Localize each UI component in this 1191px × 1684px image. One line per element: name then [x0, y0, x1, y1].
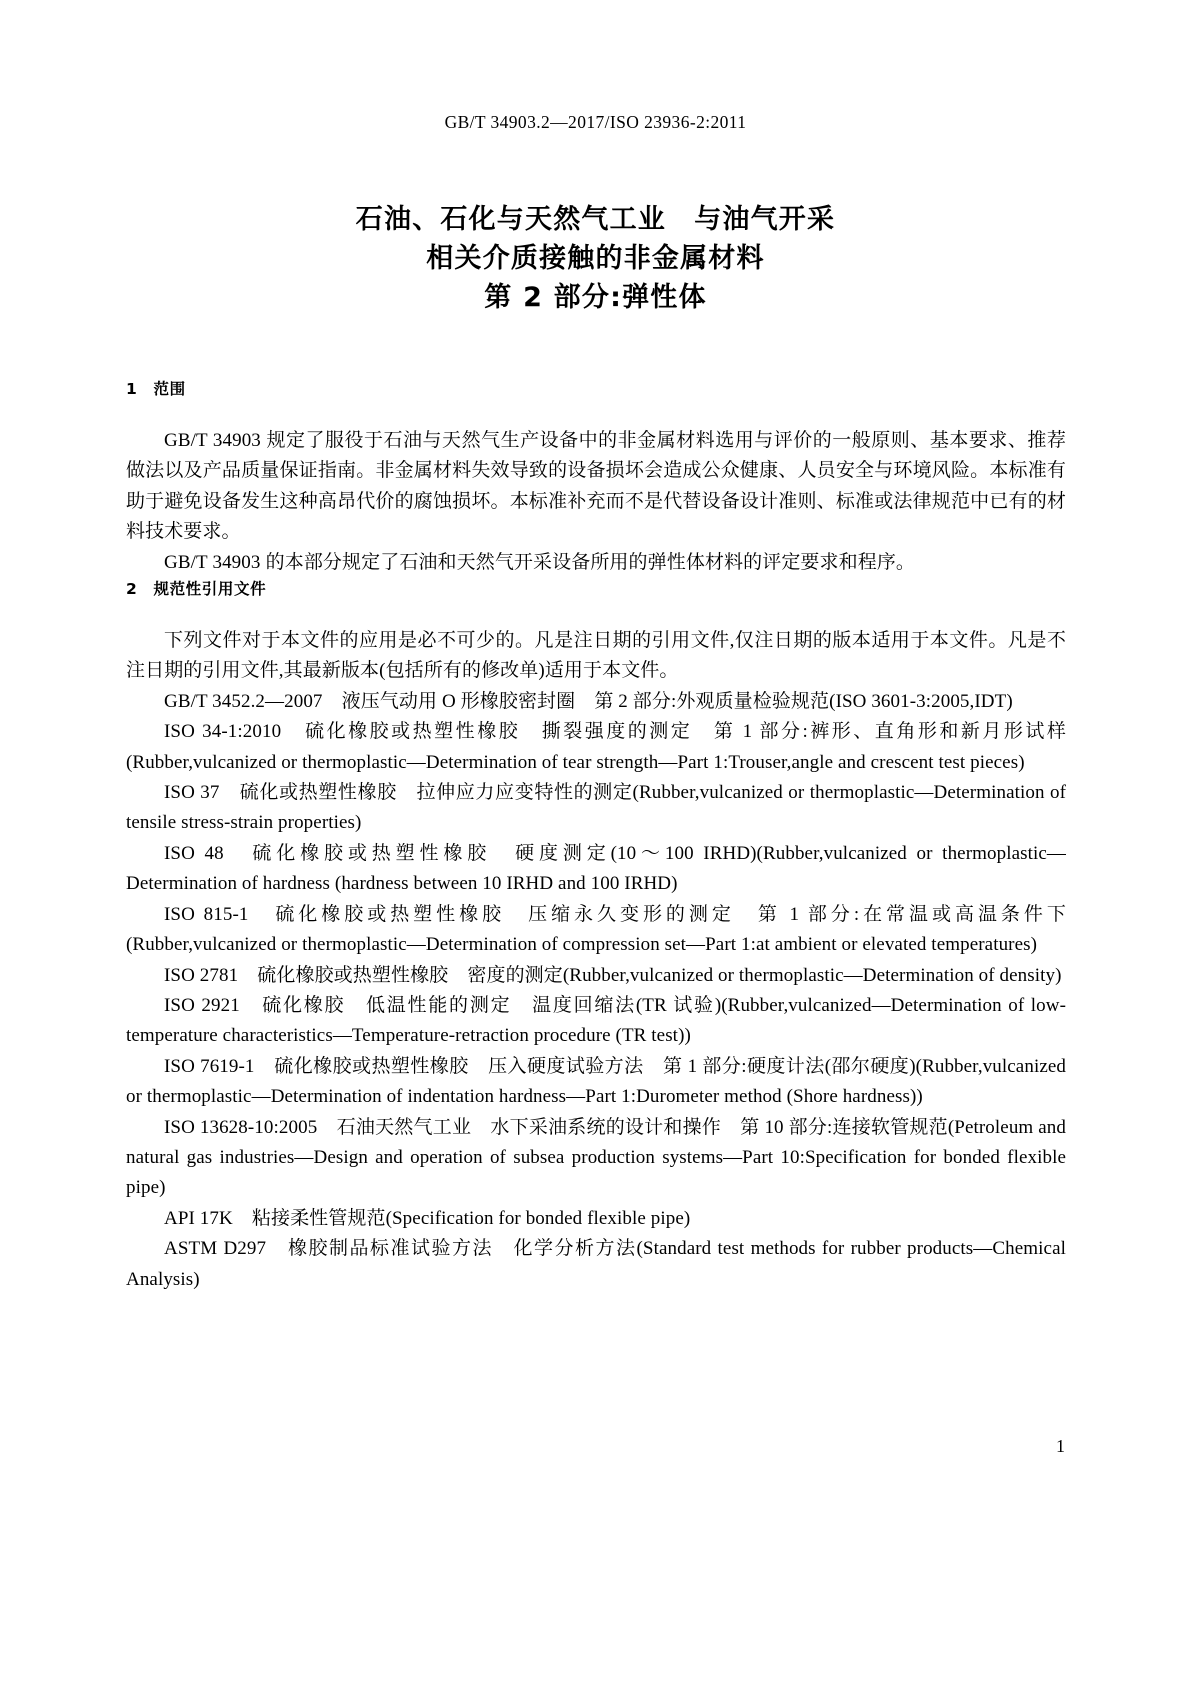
- reference-entry: ASTM D297 橡胶制品标准试验方法 化学分析方法(Standard test methods for rubber products—Chemical Analysis): [126, 1238, 1066, 1290]
- section-heading-scope: 1 范围: [126, 380, 186, 398]
- page-number: 1: [1056, 1436, 1065, 1456]
- reference-entry: ISO 34-1:2010 硫化橡胶或热塑性橡胶 撕裂强度的测定 第 1 部分:裤形、直角形和新月形试样 (Rubber,vulcanized or thermoplastic—Determination of tear strength—Part 1:Trouser,angle and crescent test pieces): [126, 721, 1066, 773]
- page-title-line-2: 相关介质接触的非金属材料: [426, 243, 765, 274]
- page-title-line-3: 第 2 部分:弹性体: [484, 282, 707, 313]
- reference-entry: ISO 37 硫化或热塑性橡胶 拉伸应力应变特性的测定(Rubber,vulcanized or thermoplastic—Determination of tensile stress-strain properties): [126, 782, 1066, 834]
- reference-entry: GB/T 3452.2—2007 液压气动用 O 形橡胶密封圈 第 2 部分:外观质量检验规范(ISO 3601-3:2005,IDT): [164, 690, 1013, 712]
- document-title-block: [0, 200, 1191, 317]
- document-body: [126, 378, 1066, 1295]
- reference-entry: API 17K 粘接柔性管规范(Specification for bonded flexible pipe): [164, 1207, 691, 1229]
- page-title-line-1: 石油、石化与天然气工业 与油气开采: [355, 204, 836, 235]
- section-2-paragraph-1: 下列文件对于本文件的应用是必不可少的。凡是注日期的引用文件,仅注日期的版本适用于本文件。凡是不注日期的引用文件,其最新版本(包括所有的修改单)适用于本文件。: [126, 630, 1066, 682]
- section-1-paragraph-1: GB/T 34903 规定了服役于石油与天然气生产设备中的非金属材料选用与评价的一般原则、基本要求、推荐做法以及产品质量保证指南。非金属材料失效导致的设备损坏会造成公众健康、人员安全与环境风险。本标准有助于避免设备发生这种高昂代价的腐蚀损坏。本标准补充而不是代替设备设计准则、标准或法律规范中已有的材料技术要求。: [126, 430, 1066, 543]
- running-header-standard-code: GB/T 34903.2—2017/ISO 23936-2:2011: [444, 112, 747, 132]
- reference-entry: ISO 48 硫化橡胶或热塑性橡胶 硬度测定(10～100 IRHD)(Rubber,vulcanized or thermoplastic—Determination of hardness (hardness between 10 IRHD and 100 IRHD): [126, 842, 1066, 895]
- section-1-paragraph-2: GB/T 34903 的本部分规定了石油和天然气开采设备所用的弹性体材料的评定要求和程序。: [164, 551, 916, 573]
- reference-entry: ISO 7619-1 硫化橡胶或热塑性橡胶 压入硬度试验方法 第 1 部分:硬度计法(邵尔硬度)(Rubber,vulcanized or thermoplastic—Determination of indentation hardness—Part 1:Durometer method (Shore hardness)): [126, 1055, 1066, 1108]
- reference-entry: ISO 815-1 硫化橡胶或热塑性橡胶 压缩永久变形的测定 第 1 部分:在常温或高温条件下(Rubber,vulcanized or thermoplastic—Determination of compression set—Part 1:at ambient or elevated temperatures): [126, 903, 1066, 956]
- reference-entry: ISO 2781 硫化橡胶或热塑性橡胶 密度的测定(Rubber,vulcanized or thermoplastic—Determination of density): [164, 964, 1062, 986]
- reference-entry: ISO 13628-10:2005 石油天然气工业 水下采油系统的设计和操作 第 10 部分:连接软管规范(Petroleum and natural gas industries—Design and operation of subsea production systems—Part 10:Specification for bonded flexible pipe): [126, 1116, 1066, 1199]
- section-heading-normative-references: 2 规范性引用文件: [126, 580, 267, 599]
- reference-entry: ISO 2921 硫化橡胶 低温性能的测定 温度回缩法(TR 试验)(Rubber,vulcanized—Determination of low-temperature characteristics—Temperature-retraction procedure (TR test)): [126, 994, 1066, 1047]
